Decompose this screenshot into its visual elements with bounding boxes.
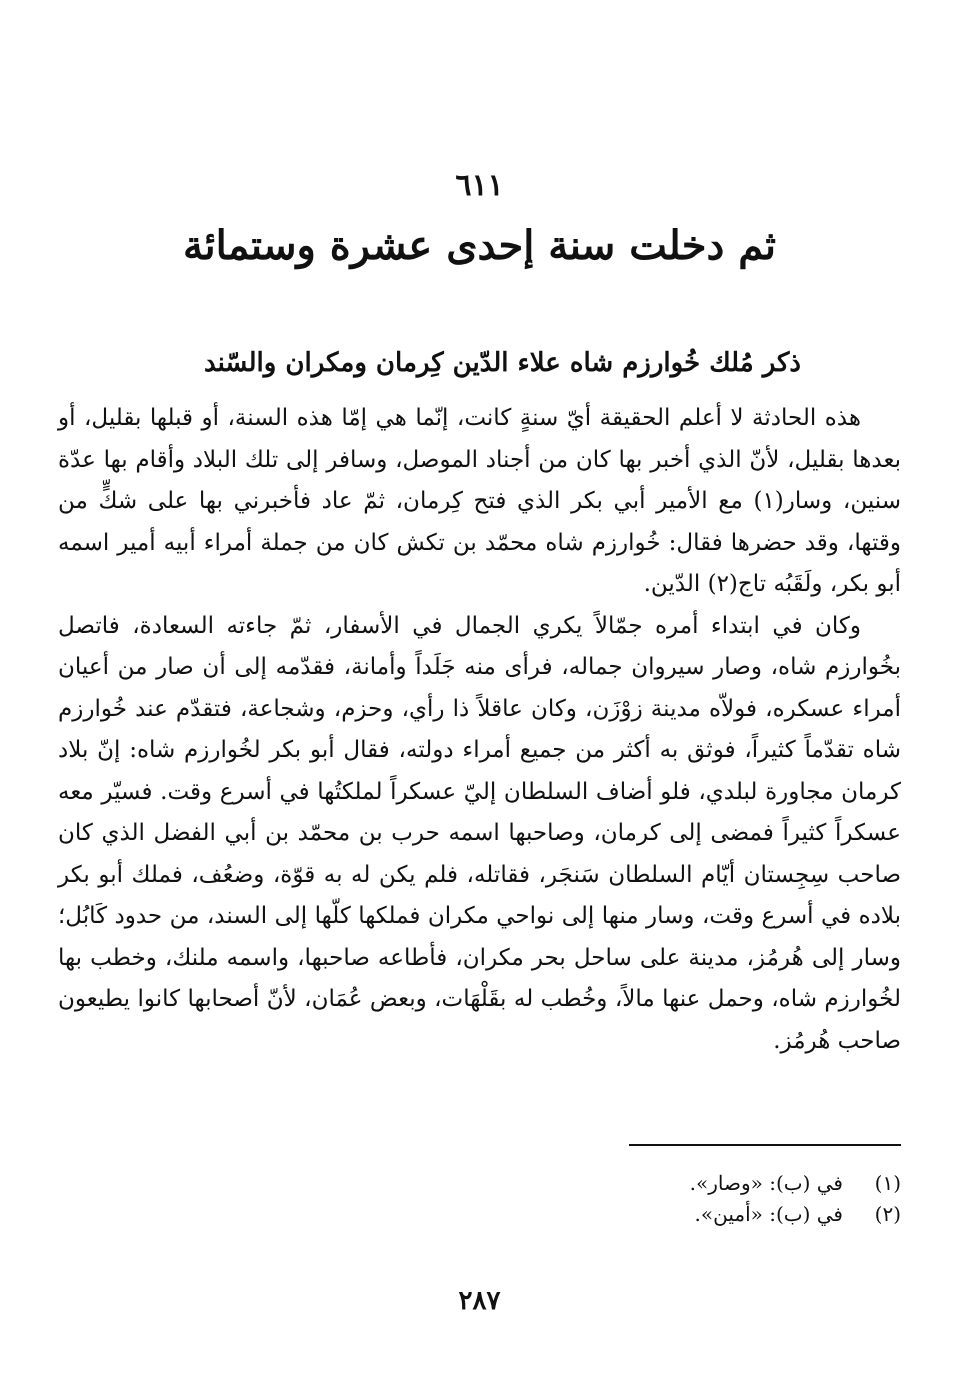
section-heading: ذكر مُلك خُوارزم شاه علاء الدّين كِرمان ومكران والسّند (203, 348, 801, 378)
footnote-item (58, 1199, 901, 1230)
footnote-number: (١) (874, 1171, 901, 1195)
paragraph: وكان في ابتداء أمره جمّالاً يكري الجمال في الأسفار، ثمّ جاءته السعادة، فاتصل بخُوارزم شاه، وصار سيروان جماله، فرأى منه جَلَداً وأمانة، فقدّمه إلى أن صار من أعيان أمراء عسكره، فولاّه مدينة زوْزَن، وكان عاقلاً ذا رأي، وحزم، وشجاعة، فتقدّم عند خُوارزم شاه تقدّماً كثيراً، فوثق به أكثر من جميع أمراء دولته، فقال أبو بكر لخُوارزم شاه: إنّ بلاد كرمان مجاورة لبلدي، فلو أضاف السلطان إليّ عسكراً لملكتُها في أسرع وقت. فسيّر معه عسكراً كثيراً فمضى إلى كرمان، وصاحبها اسمه حرب بن محمّد بن أبي الفضل الذي كان صاحب سِجِستان أيّام السلطان سَنجَر، فقاتله، فلم يكن له به قوّة، وضعُف، فملك أبو بكر بلاده في أسرع وقت، وسار منها إلى نواحي مكران فملكها كلّها إلى السند، من حدود كَابُل؛ وسار إلى هُرمُز، مدينة على ساحل بحر مكران، فأطاعه صاحبها، واسمه ملنك، وخطب بها لخُوارزم شاه، وحمل عنها مالاً، وخُطب له بقَلْهَات، وبعض عُمَان، لأنّ أصحابها كانوا يطيعون صاحب هُرمُز. (58, 612, 901, 1054)
footnote-text: في (ب): «وصار». (689, 1171, 843, 1195)
body-text (58, 398, 901, 1062)
footnote-number: (٢) (874, 1202, 901, 1226)
footnote-text: في (ب): «أمين». (694, 1202, 843, 1226)
footnotes (58, 1168, 901, 1230)
footnote-divider (629, 1144, 901, 1146)
year-heading: ٦١١ (455, 168, 504, 203)
chapter-title: ثم دخلت سنة إحدى عشرة وستمائة (183, 222, 776, 269)
page-number: ٢٨٧ (458, 1286, 501, 1316)
paragraph: هذه الحادثة لا أعلم الحقيقة أيّ سنةٍ كانت، إنّما هي إمّا هذه السنة، أو قبلها بقليل، أو بعدها بقليل، لأنّ الذي أخبر بها كان من أجناد الموصل، وسافر إلى تلك البلاد وأقام بها عدّة سنين، وسار(١) مع الأمير أبي بكر الذي فتح كِرمان، ثمّ عاد فأخبرني بها على شكٍّ من وقتها، وقد حضرها فقال: خُوارزم شاه محمّد بن تكش كان من جملة أمراء أبيه أمير اسمه أبو بكر، ولَقَبُه تاج(٢) الدّين. (58, 405, 901, 597)
footnote-item (58, 1168, 901, 1199)
